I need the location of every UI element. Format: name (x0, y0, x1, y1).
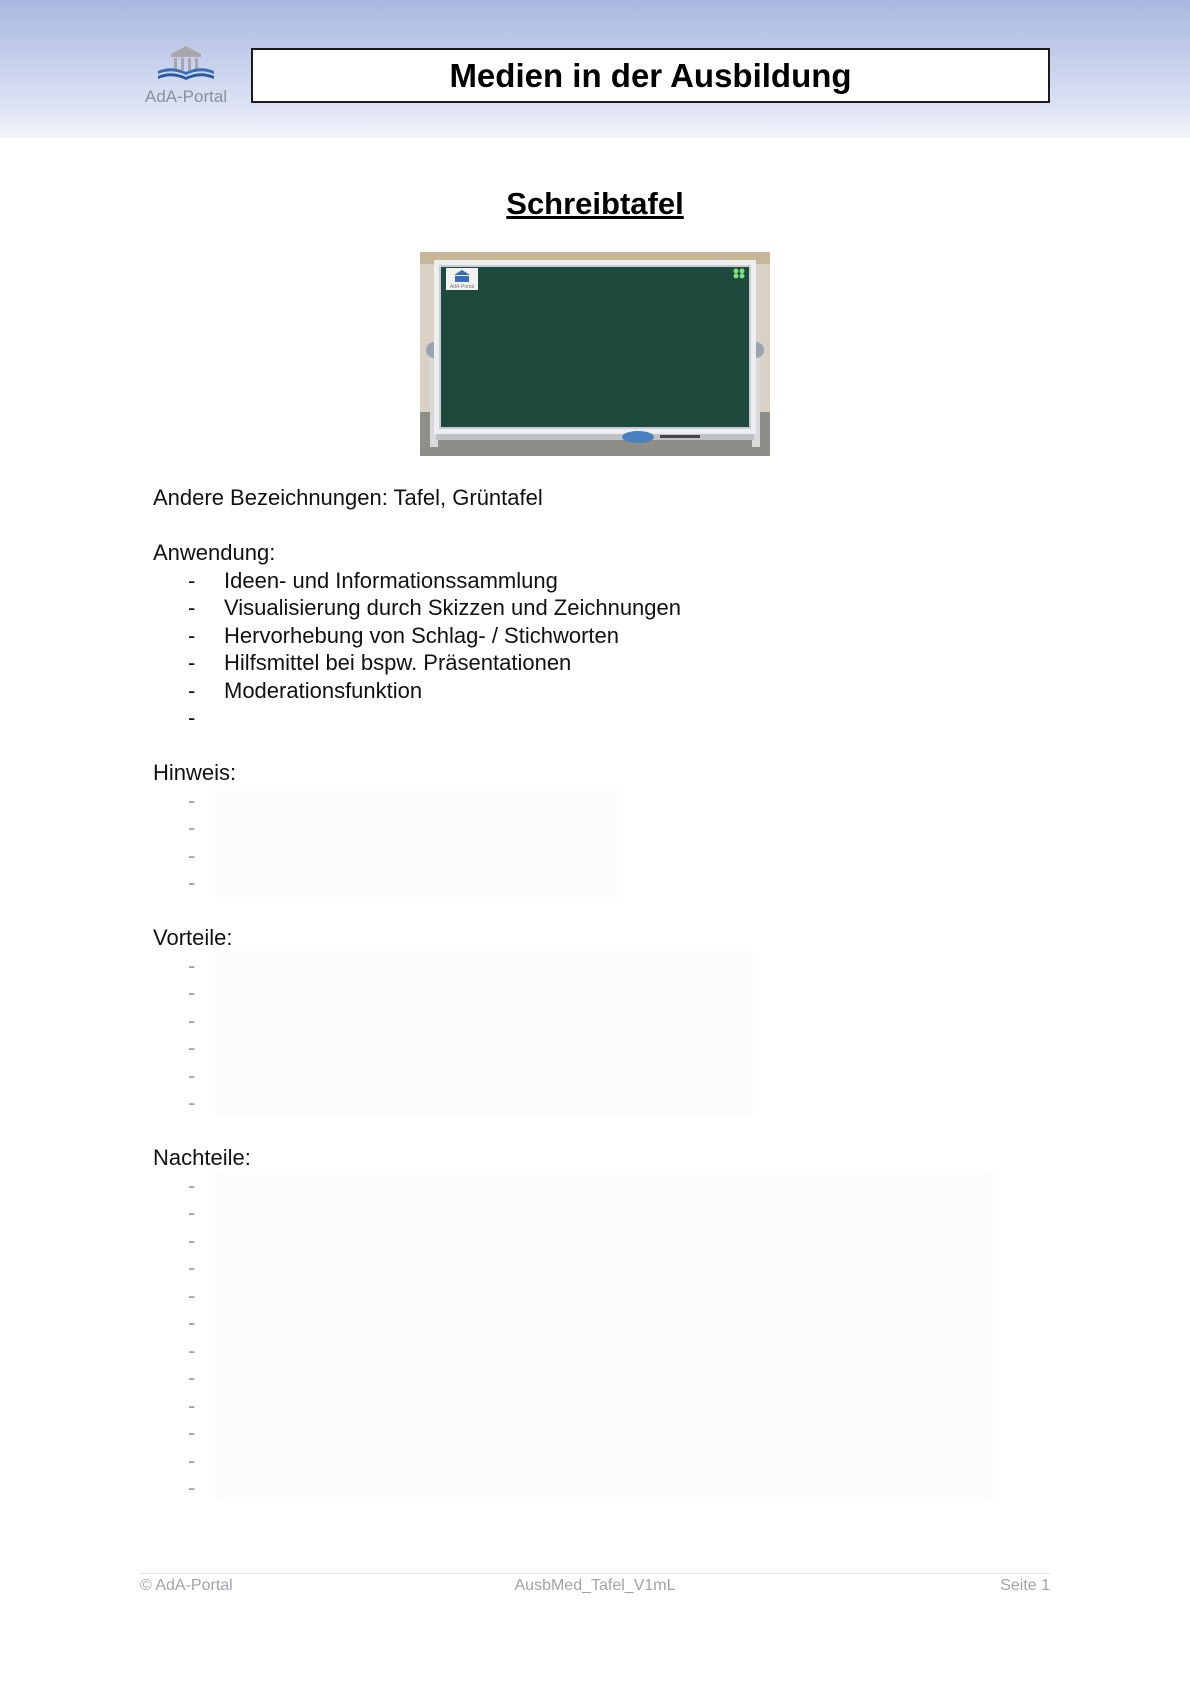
list-item (153, 704, 1053, 732)
chalkboard-photo (420, 252, 770, 456)
page-title: Medien in der Ausbildung (449, 56, 852, 94)
other-names: Andere Bezeichnungen: Tafel, Grüntafel (153, 485, 543, 510)
list-item (153, 1007, 1053, 1035)
list-item (153, 1474, 1053, 1502)
obscured-list (153, 787, 1053, 897)
obscured-list (153, 952, 1053, 1117)
list-item (153, 814, 1053, 842)
list-item (153, 1337, 1053, 1365)
list-item: - Hilfsmittel bei bspw. Präsentationen (153, 649, 1053, 677)
footer-copyright: © AdA-Portal (140, 1577, 233, 1594)
obscured-list (153, 1172, 1053, 1502)
list-item: - Visualisierung durch Skizzen und Zeichnungen (153, 594, 1053, 622)
section-heading: Vorteile: (153, 925, 233, 950)
list-item (153, 1447, 1053, 1475)
list-item (153, 1254, 1053, 1282)
list-item: - Hervorhebung von Schlag- / Stichworten (153, 622, 1053, 650)
list-item (153, 1199, 1053, 1227)
section-heading: Anwendung: (153, 540, 276, 565)
list-item (153, 1062, 1053, 1090)
section-heading: Nachteile: (153, 1145, 251, 1170)
page-title-box (251, 48, 1050, 103)
document-body (153, 484, 1053, 1502)
list-item (153, 1034, 1053, 1062)
section-heading: Hinweis: (153, 760, 237, 785)
photo-logo-text: AdA-Portal (449, 284, 475, 290)
list-item (153, 1172, 1053, 1200)
section-hinweis (153, 759, 1053, 897)
section-nachteile (153, 1144, 1053, 1502)
list-item (153, 1392, 1053, 1420)
list-item (153, 979, 1053, 1007)
footer-divider (140, 1573, 1050, 1574)
logo (140, 44, 232, 107)
list-item (153, 787, 1053, 815)
list-item (153, 1089, 1053, 1117)
footer-document-id: AusbMed_Tafel_V1mL (514, 1577, 676, 1594)
portal-building-icon (154, 44, 218, 84)
list-item (153, 1309, 1053, 1337)
list-item: - Ideen- und Informationssammlung (153, 567, 1053, 595)
list-item (153, 869, 1053, 897)
footer-page-number: Seite 1 (1000, 1577, 1050, 1594)
section-anwendung (153, 539, 1053, 732)
section-vorteile (153, 924, 1053, 1117)
list-item (153, 1282, 1053, 1310)
list-item (153, 842, 1053, 870)
list-item (153, 1419, 1053, 1447)
document-title: Schreibtafel (506, 186, 684, 221)
list-item (153, 1364, 1053, 1392)
logo-text: AdA-Portal (144, 87, 228, 106)
list-item (153, 952, 1053, 980)
list-item: - Moderationsfunktion (153, 677, 1053, 705)
list-item (153, 1227, 1053, 1255)
